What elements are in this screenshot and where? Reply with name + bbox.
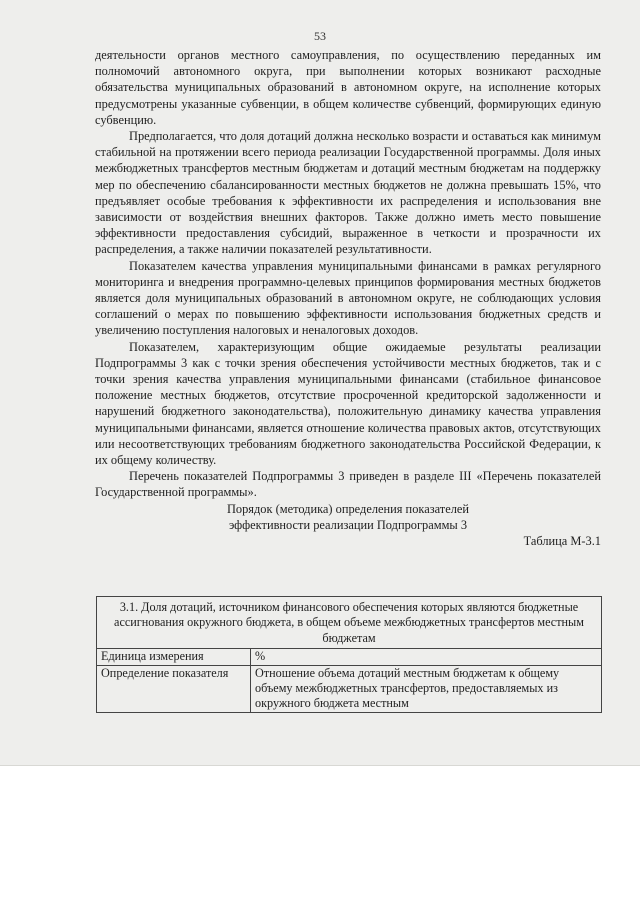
table-cell-value: % (255, 649, 266, 664)
page-number: 53 (314, 29, 326, 43)
paragraph-4: Показателем, характеризующим общие ожидаемые результаты реализации Подпрограммы 3 как с точки зрения обеспечения устойчивости местных бюджетов, так и с точки зрения качества управления муниципальными финансами (стабильное финансовое положение местных бюджетов, отсутствие просроченной кредиторской задолженности и нарушений бюджетного законодательства), положительную динамику качества управления муниципальными финансами, является отношение количества правовых актов, отсутствующих или несоответствующих требованиям бюджетного законодательства Российской Федерации, к их общему количеству. (95, 339, 601, 468)
table-cell-value: Отношение объема дотаций местным бюджетам к общему объему межбюджетных трансфертов, предоставляемых из окружного бюджета местным (255, 665, 560, 711)
table-row (97, 666, 601, 712)
body-text (95, 47, 601, 549)
table-cell-label: Определение показателя (97, 666, 251, 712)
paragraph-1: деятельности органов местного самоуправления, по осуществлению переданных им полномочий автономного округа, при выполнении которых возникают расходные обязательства муниципальных образований в автономном округе, на исполнение которых предусмотрены указанные субвенции, в общем количестве субвенций, формирующих единую субвенцию. (95, 48, 601, 127)
table-cell-label: Единица измерения (97, 649, 251, 664)
paragraph-2: Предполагается, что доля дотаций должна несколько возрасти и оставаться как минимум стабильной на протяжении всего периода реализации Государственной программы. Доля иных межбюджетных трансфертов местным бюджетам и дотаций местным бюджетам на поддержку мер по обеспечению сбалансированности местных бюджетов не должна превышать 15%, что предъявляет особые требования к эффективности их распределения и использования вне зависимости от воздействия внешних факторов. Также должно иметь место повышение эффективности предоставления субсидий, выраженное в четкости и прозрачности их распределения, а также наличии показателей результативности. (95, 129, 601, 257)
table-header: 3.1. Доля дотаций, источником финансового обеспечения которых являются бюджетные ассигнования окружного бюджета, в общем объеме межбюджетных трансфертов местным бюджетам (97, 597, 601, 649)
section-heading (95, 501, 601, 533)
indicator-table (96, 596, 602, 713)
section-heading-line-2: эффективности реализации Подпрограммы 3 (228, 517, 468, 532)
section-heading-line-1: Порядок (методика) определения показателей (226, 501, 470, 516)
paragraph-3: Показателем качества управления муниципальными финансами в рамках регулярного мониторинга и внедрения программно-целевых принципов формирования местных бюджетов является доля муниципальных образований в автономном округе, не соблюдающих условия соглашений о мерах по повышению эффективности использования бюджетных средств и увеличению поступления налоговых и неналоговых доходов. (95, 258, 601, 338)
table-caption: Таблица М-3.1 (523, 534, 601, 549)
table-row (97, 649, 601, 665)
paragraph-5: Перечень показателей Подпрограммы 3 приведен в разделе III «Перечень показателей Государственной программы». (95, 469, 601, 500)
